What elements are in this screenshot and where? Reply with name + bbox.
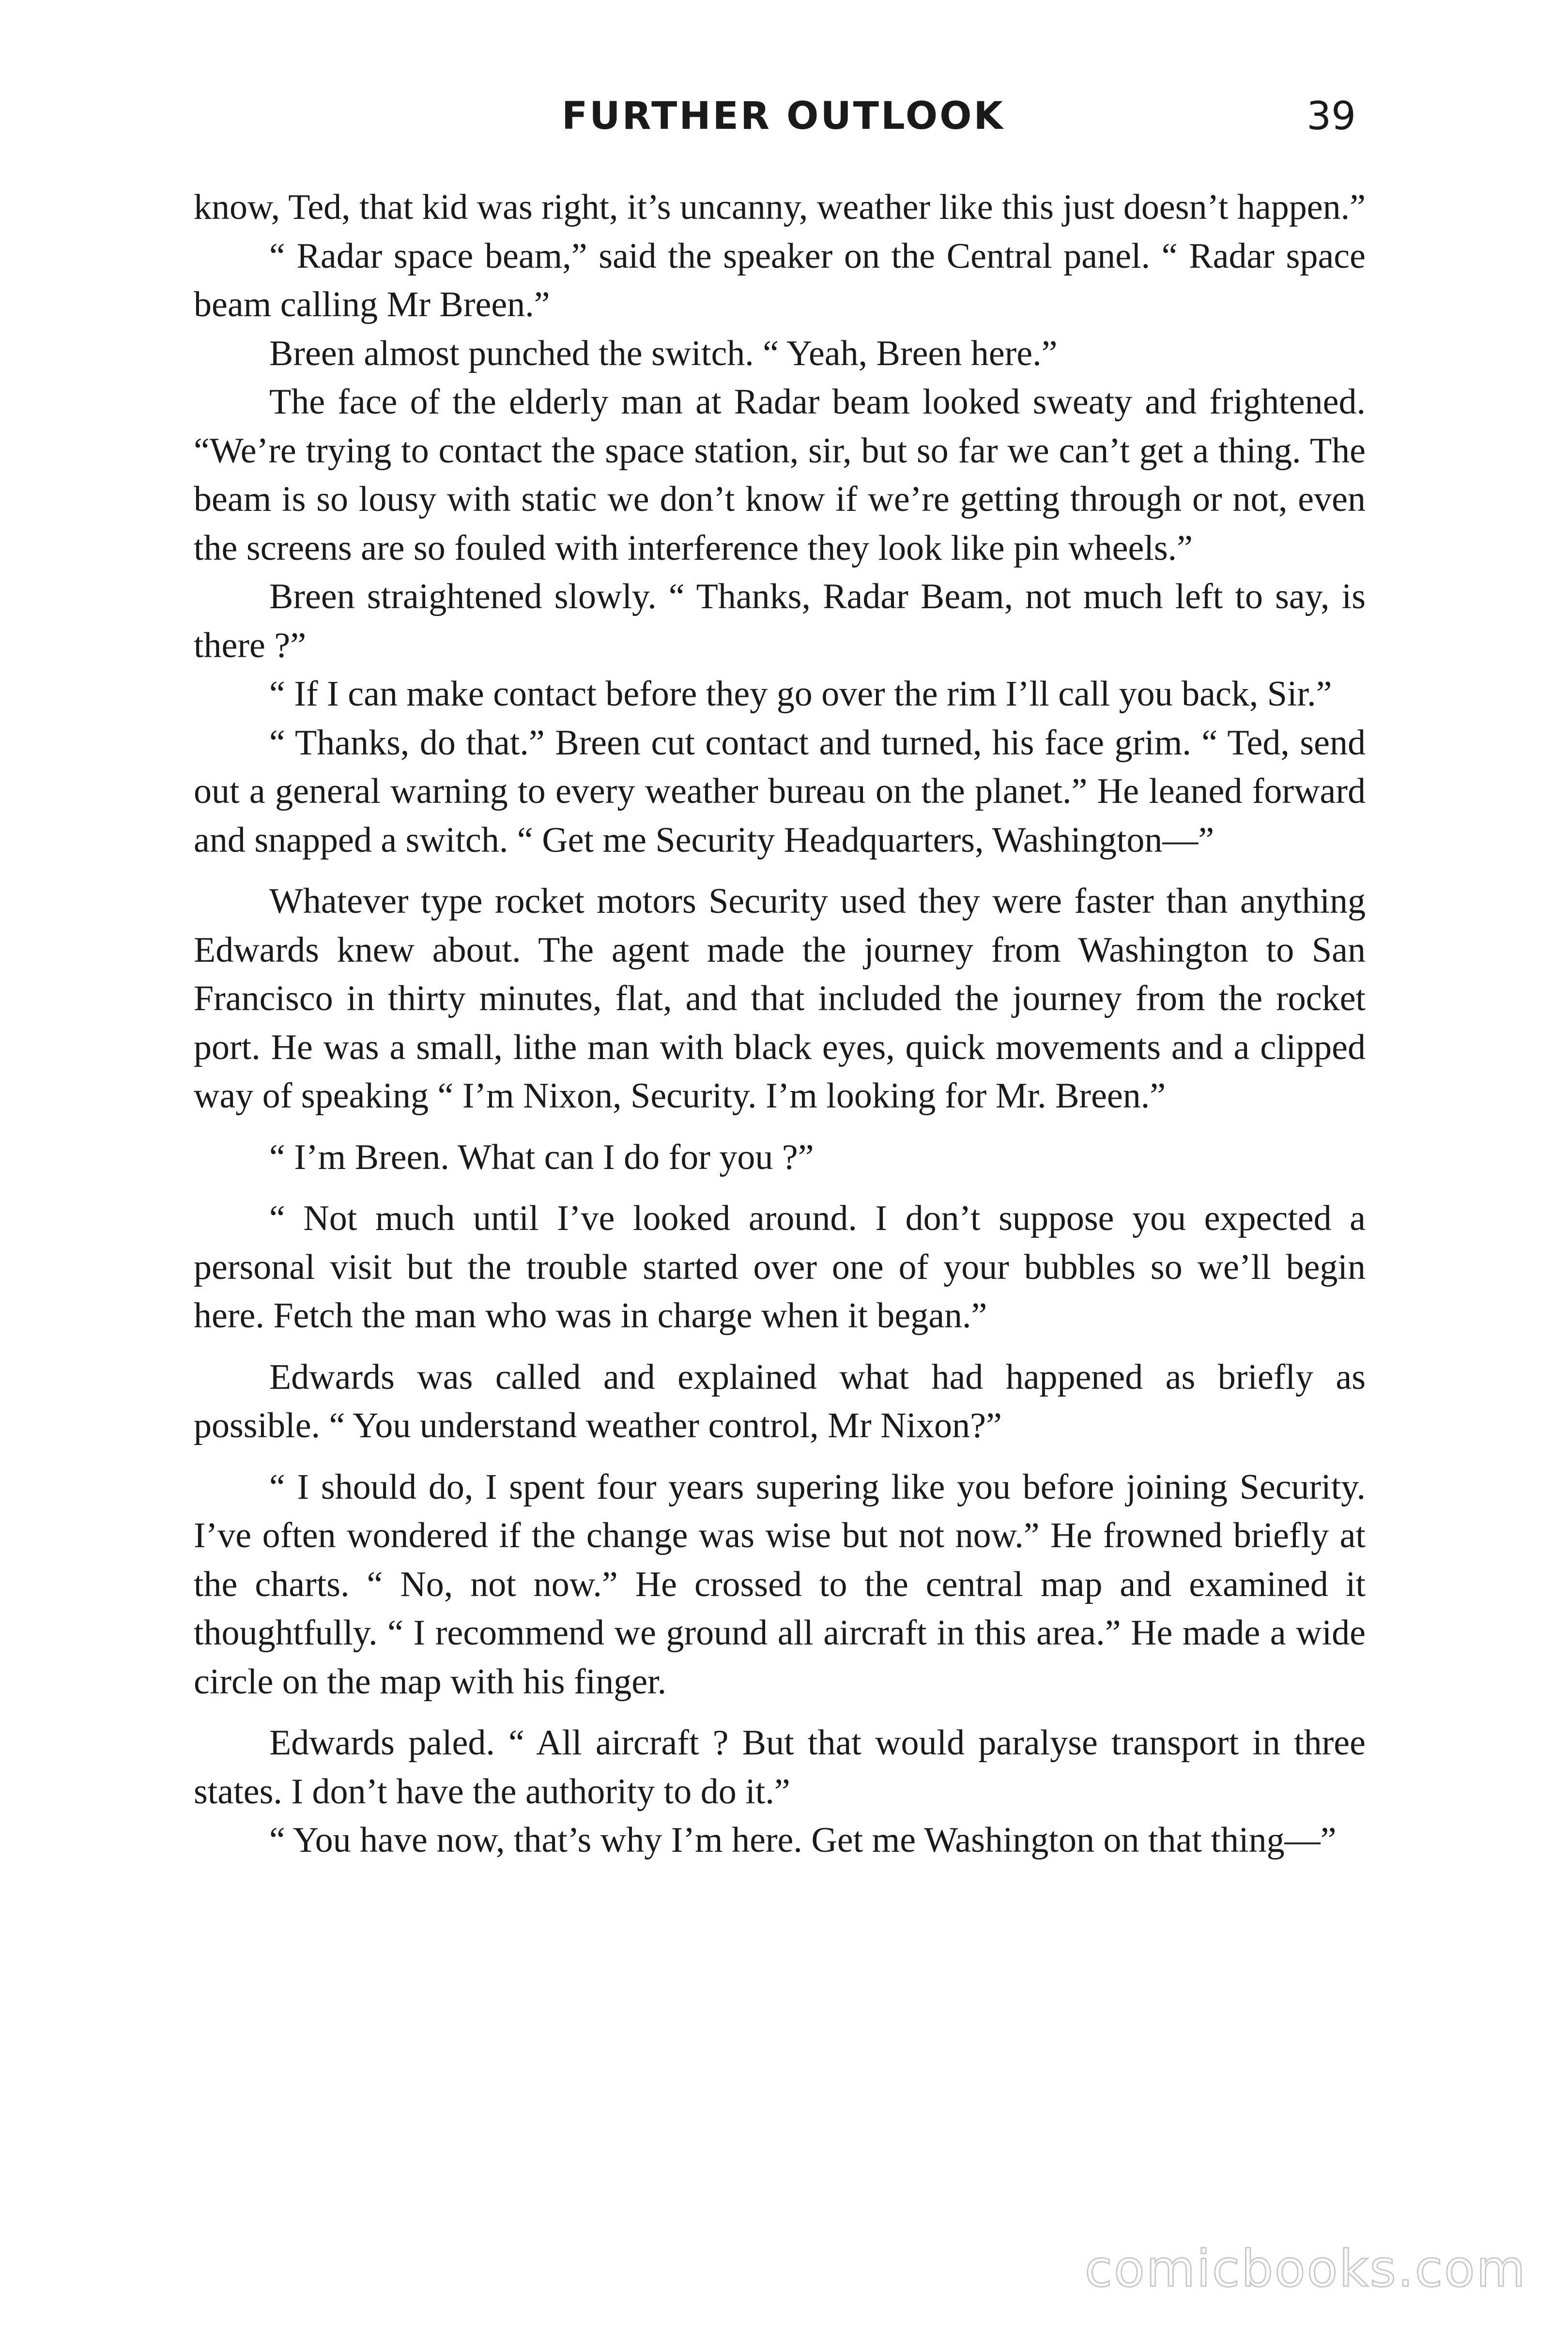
page-number: 39 bbox=[1307, 93, 1356, 138]
paragraph: know, Ted, that kid was right, it’s uncanny, weather like this just doesn’t happen.” bbox=[194, 187, 1366, 227]
paragraph: “ I’m Breen. What can I do for you ?” bbox=[269, 1137, 814, 1177]
paragraph: “ Not much until I’ve looked around. I don’t suppose you expected a personal visit but the trouble started over one of your bubbles so we’ll begin here. Fetch the man who was in charge when it began.” bbox=[194, 1199, 1366, 1336]
paragraph: Edwards paled. “ All aircraft ? But that would paralyse transport in three states. I don’t have the authority to do it.” bbox=[194, 1723, 1366, 1812]
paragraph: “ If I can make contact before they go over the rim I’ll call you back, Sir.” bbox=[269, 674, 1332, 714]
body-text bbox=[194, 183, 1366, 1865]
paragraph: Edwards was called and explained what had happened as briefly as possible. “ You understand weather control, Mr Nixon?” bbox=[194, 1357, 1366, 1445]
paragraph: “ You have now, that’s why I’m here. Get me Washington on that thing—” bbox=[269, 1820, 1337, 1860]
page-header bbox=[194, 87, 1356, 145]
paragraph: Whatever type rocket motors Security used they were faster than anything Edwards knew about. The agent made the journey from Washington to San Francisco in thirty minutes, flat, and that included the journey from the rocket port. He was a small, lithe man with black eyes, quick movements and a clipped way of speaking “ I’m Nixon, Security. I’m looking for Mr. Breen.” bbox=[194, 881, 1366, 1116]
paragraph: “ Radar space beam,” said the speaker on the Central panel. “ Radar space beam calling Mr Breen.” bbox=[194, 236, 1366, 324]
paragraph: “ Thanks, do that.” Breen cut contact and turned, his face grim. “ Ted, send out a general warning to every weather bureau on the planet.” He leaned forward and snapped a switch. “ Get me Security Headquarters, Washington—” bbox=[194, 723, 1366, 860]
paragraph: The face of the elderly man at Radar beam looked sweaty and frightened. “We’re trying to contact the space station, sir, but so far we can’t get a thing. The beam is so lousy with static we don’t know if we’re getting through or not, even the screens are so fouled with interference they look like pin wheels.” bbox=[194, 382, 1366, 568]
paragraph: Breen almost punched the switch. “ Yeah, Breen here.” bbox=[269, 333, 1058, 373]
paragraph: Breen straightened slowly. “ Thanks, Radar Beam, not much left to say, is there ?” bbox=[194, 577, 1366, 665]
watermark: comicbooks.com bbox=[1084, 2239, 1527, 2298]
running-title: FURTHER OUTLOOK bbox=[562, 94, 1005, 138]
paragraph: “ I should do, I spent four years supering like you before joining Security. I’ve often wondered if the change was wise but not now.” He frowned briefly at the charts. “ No, not now.” He crossed to the central map and examined it thoughtfully. “ I recommend we ground all aircraft in this area.” He made a wide circle on the map with his finger. bbox=[194, 1467, 1366, 1702]
